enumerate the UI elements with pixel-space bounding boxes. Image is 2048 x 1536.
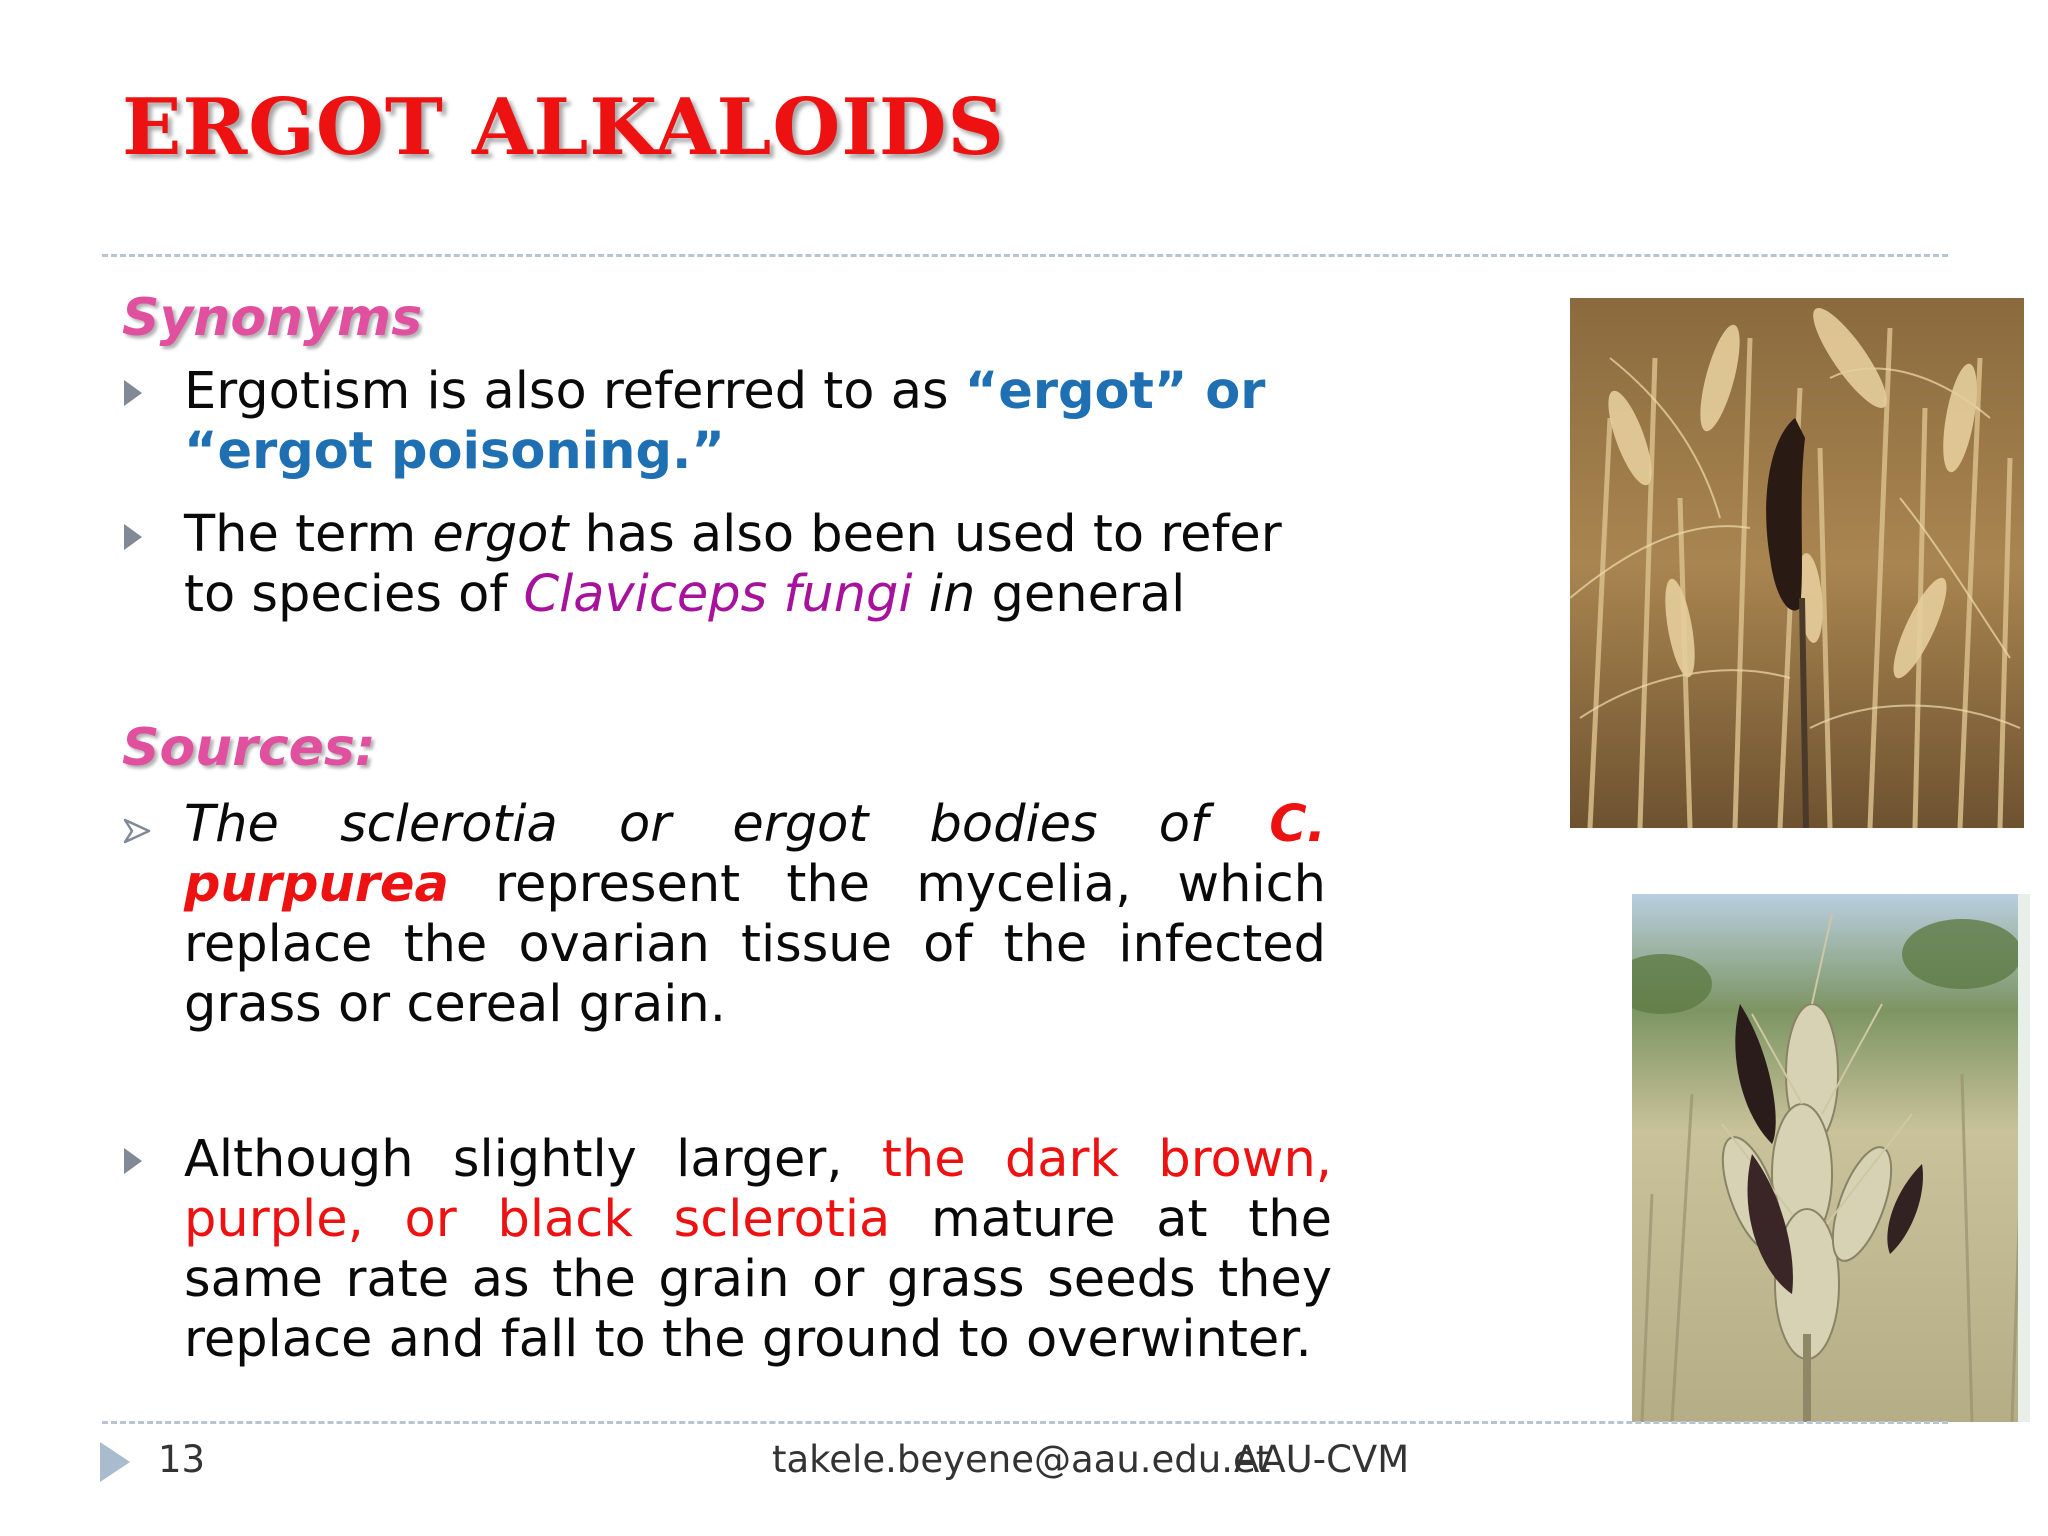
claviceps-genus: Claviceps fungi: [523, 565, 913, 624]
footer-organization: AAU-CVM: [1234, 1438, 1410, 1481]
footer-divider: [102, 1421, 1948, 1424]
sources-bullet-1: The sclerotia or ergot bodies of C. purpurea represent the mycelia, which replace the ovarian tissue of the infected grass or cereal grain.: [184, 795, 1326, 1034]
c-purpurea-species: C. purpurea: [184, 795, 1326, 914]
ergot-on-wheat-photo: [1570, 298, 2024, 828]
ergot-poisoning-highlight: “ergot poisoning.”: [184, 422, 725, 481]
synonyms-heading: Synonyms: [122, 288, 423, 348]
synonym-bullet-2: The term ergot has also been used to refer to species of Claviceps fungi in general: [184, 505, 1282, 624]
sources-heading: Sources:: [122, 718, 376, 778]
sclerotia-color-highlight: the dark brown, purple, or black sclerotia: [184, 1130, 1332, 1249]
slide-title: ERGOT ALKALOIDS: [122, 82, 1005, 173]
ergot-on-rye-photo: [1632, 894, 2030, 1422]
footer-arrow-icon: [98, 1440, 132, 1484]
sources-bullet-2: Although slightly larger, the dark brown, purple, or black sclerotia mature at the same rate as the grain or grass seeds they replace and fall to the ground to overwinter.: [184, 1130, 1332, 1369]
bullet-chevron-icon: [122, 816, 152, 846]
bullet-arrow-icon: [122, 522, 144, 552]
synonym-bullet-1: Ergotism is also referred to as “ergot” or “ergot poisoning.”: [184, 362, 1266, 481]
bullet-arrow-icon: [122, 1146, 144, 1176]
bullet-arrow-icon: [122, 378, 144, 408]
ergot-term-highlight: “ergot” or: [964, 362, 1266, 421]
slide-number: 13: [158, 1438, 206, 1481]
title-divider: [102, 254, 1948, 257]
footer-email: takele.beyene@aau.edu.et: [772, 1438, 1271, 1481]
